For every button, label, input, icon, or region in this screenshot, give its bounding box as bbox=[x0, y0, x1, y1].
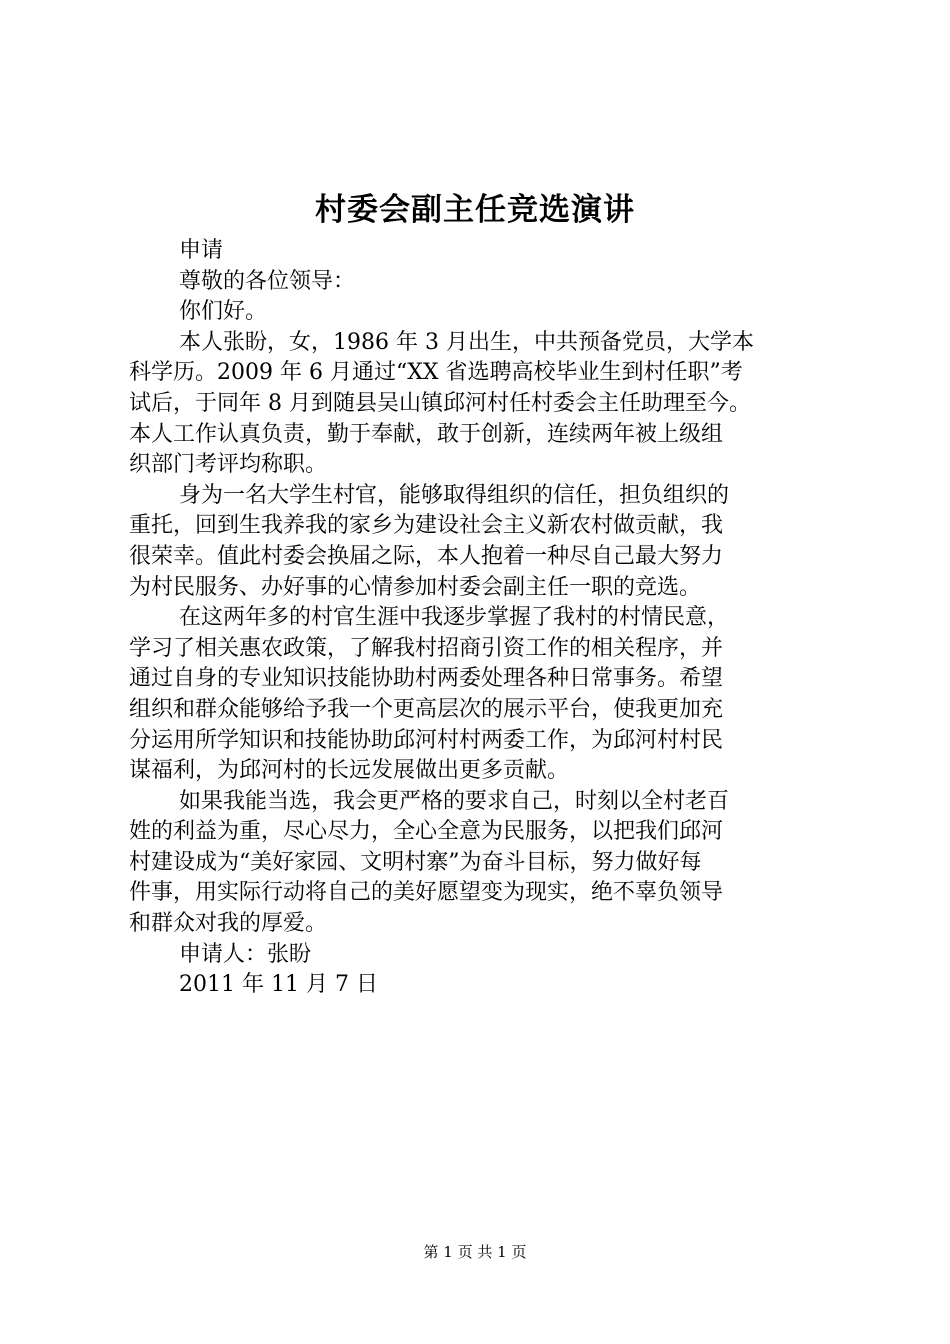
greeting: 你们好。 bbox=[179, 299, 268, 325]
paragraph-line: 织部门考评均称职。 bbox=[129, 452, 328, 478]
paragraph-line: 重托，回到生我养我的家乡为建设社会主义新农村做贡献，我 bbox=[129, 513, 724, 539]
signature: 申请人：张盼 bbox=[179, 941, 312, 967]
document-body bbox=[129, 236, 849, 1001]
salutation: 尊敬的各位领导： bbox=[179, 268, 356, 294]
paragraph-line: 通过自身的专业知识技能协助村两委处理各种日常事务。希望 bbox=[129, 666, 724, 692]
paragraph-line: 分运用所学知识和技能协助邱河村村两委工作，为邱河村村民 bbox=[129, 727, 724, 753]
heading-label: 申请 bbox=[179, 238, 224, 263]
paragraph-line: 本人工作认真负责，勤于奉献，敢于创新，连续两年被上级组 bbox=[129, 421, 724, 447]
paragraph-2 bbox=[129, 481, 849, 603]
paragraph-4 bbox=[129, 787, 849, 940]
paragraph-line: 和群众对我的厚爱。 bbox=[129, 911, 328, 937]
paragraph-line: 姓的利益为重，尽心尽力，全心全意为民服务，以把我们邱河 bbox=[129, 819, 724, 845]
paragraph-line: 在这两年多的村官生涯中我逐步掌握了我村的村情民意， bbox=[179, 605, 730, 631]
paragraph-line: 很荣幸。值此村委会换届之际，本人抱着一种尽自己最大努力 bbox=[129, 543, 724, 569]
paragraph-1 bbox=[129, 328, 849, 481]
document-title: 村委会副主任竞选演讲 bbox=[315, 192, 635, 228]
paragraph-line: 为村民服务、办好事的心情参加村委会副主任一职的竞选。 bbox=[129, 574, 702, 600]
paragraph-line: 学习了相关惠农政策，了解我村招商引资工作的相关程序，并 bbox=[129, 635, 724, 661]
paragraph-line: 身为一名大学生村官，能够取得组织的信任，担负组织的 bbox=[179, 482, 730, 508]
paragraph-line: 如果我能当选，我会更严格的要求自己，时刻以全村老百 bbox=[179, 788, 730, 814]
paragraph-line: 本人张盼，女，1986 年 3 月出生，中共预备党员，大学本 bbox=[179, 329, 754, 355]
paragraph-line: 村建设成为“美好家园、文明村寨”为奋斗目标，努力做好每 bbox=[129, 849, 702, 875]
paragraph-line: 科学历。2009 年 6 月通过“XX 省选聘高校毕业生到村任职”考 bbox=[129, 360, 743, 386]
page-footer: 第 1 页 共 1 页 bbox=[423, 1243, 527, 1261]
paragraph-line: 试后，于同年 8 月到随县吴山镇邱河村任村委会主任助理至今。 bbox=[129, 390, 751, 416]
date: 2011 年 11 月 7 日 bbox=[179, 972, 378, 998]
paragraph-line: 谋福利，为邱河村的长远发展做出更多贡献。 bbox=[129, 758, 570, 784]
paragraph-3 bbox=[129, 603, 849, 787]
paragraph-line: 件事，用实际行动将自己的美好愿望变为现实，绝不辜负领导 bbox=[129, 880, 724, 906]
paragraph-line: 组织和群众能够给予我一个更高层次的展示平台，使我更加充 bbox=[129, 696, 724, 722]
